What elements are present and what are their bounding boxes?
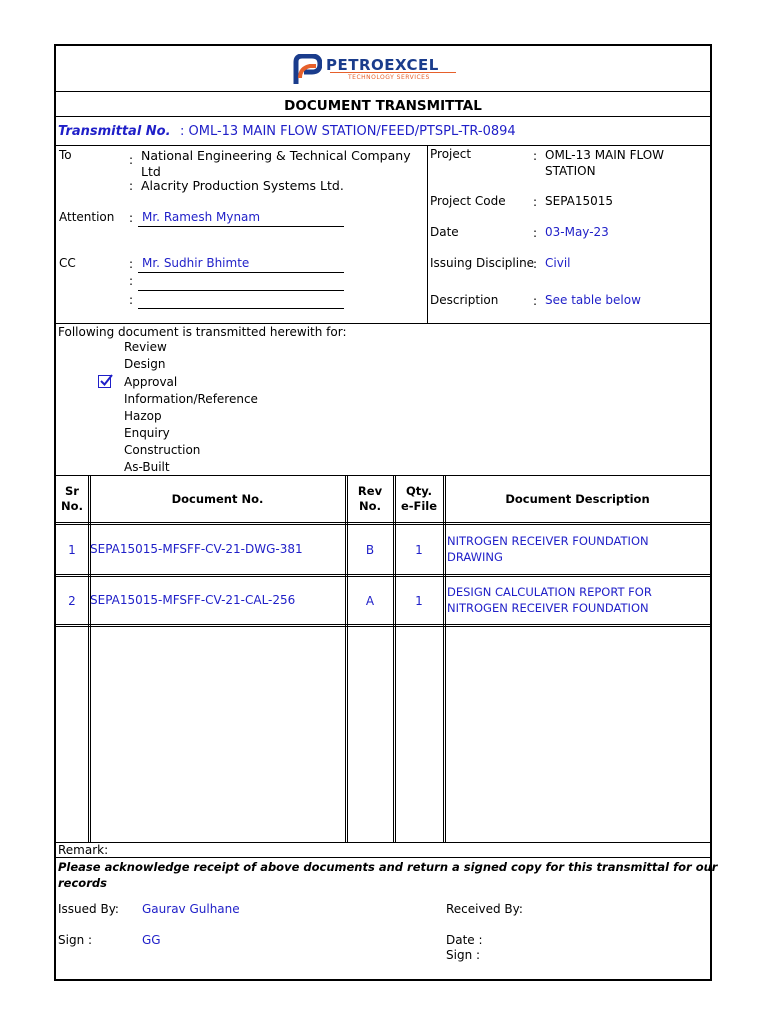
purpose-information: Information/Reference	[124, 392, 258, 406]
to-line1b: Ltd	[141, 164, 161, 179]
discipline-label: Issuing Discipline	[430, 256, 535, 270]
header-sr-line1: Sr	[65, 484, 79, 499]
purpose-construction: Construction	[124, 443, 201, 457]
to-colon: :	[129, 153, 134, 167]
transmittal-sheet	[54, 44, 718, 981]
transmittal-value: : OML-13 MAIN FLOW STATION/FEED/PTSPL-TR-0894	[180, 124, 516, 139]
sign-received-label: Sign :	[446, 948, 481, 962]
row1-desc-line1: NITROGEN RECEIVER FOUNDATION	[447, 534, 649, 548]
row2-sr: 2	[68, 593, 76, 608]
document-title: DOCUMENT TRANSMITTAL	[284, 98, 482, 114]
to-line1: National Engineering & Technical Company	[141, 148, 411, 163]
purpose-hazop: Hazop	[124, 409, 162, 423]
logo-divider	[330, 72, 456, 73]
row2-desc-line1: DESIGN CALCULATION REPORT FOR	[447, 585, 652, 599]
header-qty	[395, 476, 443, 522]
project-code-value: SEPA15015	[545, 194, 614, 208]
row2-qty: 1	[415, 593, 423, 608]
discipline-colon: :	[533, 257, 538, 271]
attention-colon: :	[129, 211, 134, 225]
row1-sr: 1	[68, 542, 76, 557]
description-label: Description	[430, 293, 499, 307]
cc-label: CC	[59, 256, 76, 270]
to-label: To	[59, 148, 72, 162]
description-colon: :	[533, 294, 538, 308]
row1-rev: B	[365, 542, 375, 557]
row2-rev: A	[365, 593, 375, 608]
cc-colon-2: :	[129, 274, 134, 288]
transmittal-label: Transmittal No.	[58, 124, 171, 139]
row2-document-no[interactable]: SEPA15015-MFSFF-CV-21-CAL-256	[90, 593, 296, 607]
received-by-label: Received By:	[446, 902, 523, 916]
check-icon	[98, 372, 114, 388]
header-rev-no	[347, 476, 393, 522]
remark-label: Remark:	[58, 843, 109, 857]
discipline-value: Civil	[545, 256, 571, 270]
logo-tagline: TECHNOLOGY SERVICES	[348, 74, 430, 81]
to-colon-2: :	[129, 179, 134, 193]
attention-value: Mr. Ramesh Mynam	[142, 210, 261, 224]
attention-label: Attention	[59, 210, 115, 224]
date-label: Date	[430, 225, 459, 239]
acknowledge-line1: Please acknowledge receipt of above documents and return a signed copy for this transmittal for our	[58, 860, 718, 874]
issued-by-value: Gaurav Gulhane	[142, 902, 240, 916]
sign-value: GG	[142, 933, 161, 947]
petroexcel-logo-icon	[292, 54, 322, 86]
to-line2: Alacrity Production Systems Ltd.	[141, 178, 344, 193]
issued-by-label: Issued By:	[58, 902, 119, 916]
project-code-label: Project Code	[430, 194, 506, 208]
header-qty-line1: Qty.	[405, 484, 433, 499]
row1-qty: 1	[415, 542, 423, 557]
project-value-2: STATION	[545, 164, 596, 178]
header-document-no: Document No.	[171, 491, 264, 506]
acknowledge-line2: records	[58, 876, 107, 890]
project-colon: :	[533, 149, 538, 163]
sign-label: Sign :	[58, 933, 93, 947]
project-value-1: OML-13 MAIN FLOW	[545, 148, 665, 162]
date-colon: :	[533, 226, 538, 240]
project-label: Project	[430, 147, 472, 161]
header-qty-line2: e-File	[400, 499, 438, 513]
description-value: See table below	[545, 293, 641, 307]
purpose-enquiry: Enquiry	[124, 426, 170, 440]
date-value: 03-May-23	[545, 225, 609, 239]
cc-colon-1: :	[129, 257, 134, 271]
purpose-review: Review	[124, 340, 167, 354]
header-document-description: Document Description	[505, 491, 650, 506]
purpose-as-built: As-Built	[124, 460, 170, 474]
purpose-approval: Approval	[124, 375, 178, 389]
date-received-label: Date :	[446, 933, 483, 947]
cc-colon-3: :	[129, 293, 134, 307]
logo-name: PETROEXCEL	[326, 56, 439, 74]
row1-document-no[interactable]: SEPA15015-MFSFF-CV-21-DWG-381	[90, 542, 303, 556]
purpose-design: Design	[124, 357, 166, 371]
approval-checkbox[interactable]	[98, 375, 111, 388]
cc-value: Mr. Sudhir Bhimte	[142, 256, 250, 270]
row1-desc-line2: DRAWING	[447, 550, 503, 564]
row2-desc-line2: NITROGEN RECEIVER FOUNDATION	[447, 601, 649, 615]
purpose-intro: Following document is transmitted herewith for:	[58, 325, 347, 339]
header-sr-no	[56, 476, 88, 522]
header-rev-line1: Rev	[357, 484, 383, 499]
project-code-colon: :	[533, 195, 538, 209]
header-rev-line2: No.	[359, 499, 381, 513]
header-sr-line2: No.	[61, 499, 83, 513]
